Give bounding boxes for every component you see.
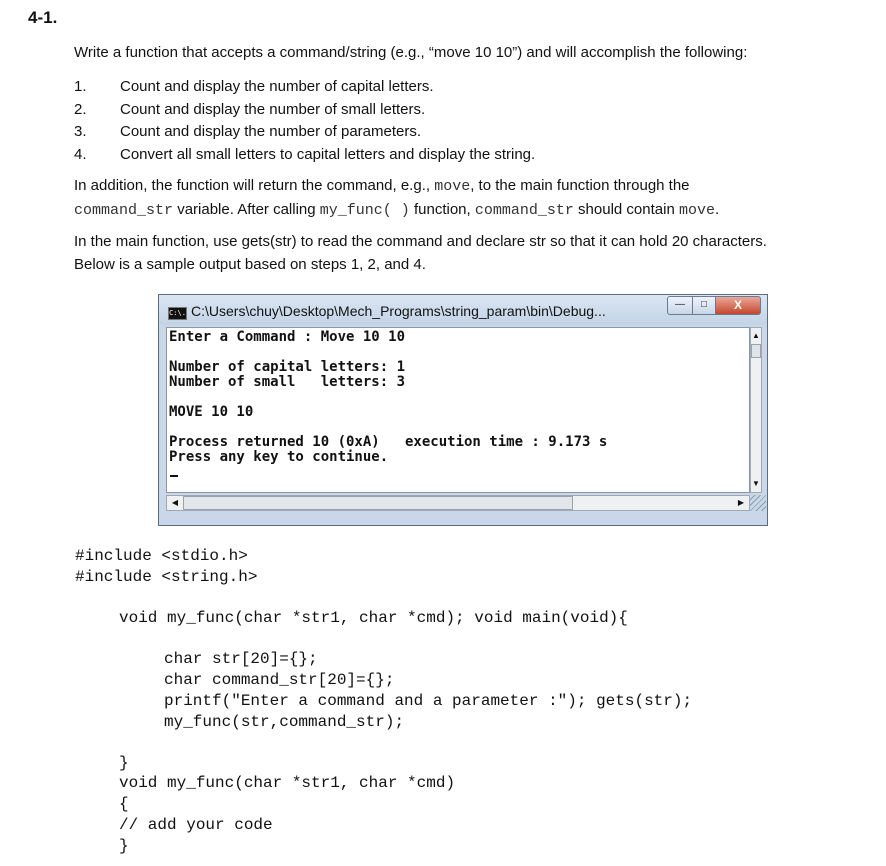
close-button[interactable]: X [716, 296, 761, 315]
step-text: Count and display the number of capital letters. [120, 78, 434, 95]
code-close-brace: } [119, 837, 129, 855]
code-line: printf("Enter a command and a parameter :"); gets(str); [164, 692, 693, 710]
scroll-left-icon[interactable]: ◀ [171, 498, 179, 507]
code-comment: // add your code [119, 816, 273, 834]
console-line: Process returned 10 (0xA) execution time : 9.173 s [169, 434, 608, 450]
console-line: Number of capital letters: 1 [169, 359, 406, 375]
text-run: , to the main function through the [470, 177, 690, 194]
resize-grip-icon[interactable] [750, 495, 766, 511]
code-line: my_func(str,command_str); [164, 713, 405, 731]
main-para-line-1: In the main function, use gets(str) to read the command and declare str so that it can hold 20 characters. [74, 233, 767, 250]
inline-code: command_str [74, 202, 174, 219]
code-line: char command_str[20]={}; [164, 671, 395, 689]
code-prototype-line: void my_func(char *str1, char *cmd); void main(void){ [119, 609, 628, 627]
scroll-down-icon[interactable]: ▼ [752, 479, 760, 488]
code-include-string: #include <string.h> [75, 568, 258, 586]
console-app-icon: C:\. [168, 307, 187, 320]
scroll-up-icon[interactable]: ▲ [752, 331, 760, 340]
horizontal-scrollbar[interactable] [166, 495, 750, 511]
intro-paragraph: Write a function that accepts a command/string (e.g., “move 10 10”) and will accomplish the following: [74, 44, 748, 61]
text-cursor [170, 475, 178, 477]
step-text: Convert all small letters to capital letters and display the string. [120, 145, 536, 163]
vertical-scroll-thumb[interactable] [751, 344, 761, 358]
maximize-button[interactable]: □ [693, 296, 716, 315]
console-window [158, 294, 768, 526]
window-title-bar[interactable] [159, 295, 767, 325]
problem-number: 4-1. [28, 8, 58, 27]
minimize-button[interactable]: — [667, 296, 693, 315]
console-line: MOVE 10 10 [169, 404, 254, 420]
code-close-brace: } [119, 754, 129, 772]
text-run: variable. After calling [173, 201, 320, 218]
step-number: 1. [74, 78, 87, 95]
addition-line-2 [74, 198, 864, 222]
addition-paragraph [74, 174, 864, 222]
inline-code: move [434, 178, 471, 195]
code-include-stdio: #include <stdio.h> [75, 547, 248, 565]
window-title: C:\Users\chuy\Desktop\Mech_Programs\string_param\bin\Debug... [191, 303, 606, 319]
horizontal-scroll-thumb[interactable] [183, 496, 573, 510]
window-controls [667, 296, 761, 314]
step-number: 3. [74, 123, 87, 140]
step-text: Count and display the number of parameters. [120, 123, 422, 140]
text-run: In addition, the function will return the command, e.g., [74, 177, 435, 194]
scroll-right-icon[interactable]: ▶ [737, 498, 745, 507]
step-number: 4. [74, 145, 87, 163]
console-line: Number of small letters: 3 [169, 374, 406, 390]
text-run: function, [409, 201, 475, 218]
console-output[interactable] [166, 327, 750, 493]
addition-line-1 [74, 174, 864, 198]
step-text: Count and display the number of small letters. [120, 100, 426, 118]
main-para-line-2: Below is a sample output based on steps 1, 2, and 4. [74, 256, 426, 273]
inline-code: move [678, 202, 715, 219]
code-line: char str[20]={}; [164, 650, 318, 668]
text-run: . [714, 201, 720, 218]
step-number: 2. [74, 100, 87, 118]
inline-code: my_func( ) [319, 202, 410, 219]
inline-code: command_str [474, 202, 574, 219]
code-open-brace: { [119, 795, 129, 813]
console-line: Enter a Command : Move 10 10 [169, 329, 406, 345]
text-run: should contain [573, 201, 679, 218]
console-line: Press any key to continue. [169, 449, 389, 465]
code-function-definition: void my_func(char *str1, char *cmd) [119, 774, 456, 792]
main-function-paragraph [74, 230, 864, 276]
vertical-scrollbar[interactable] [750, 327, 762, 493]
